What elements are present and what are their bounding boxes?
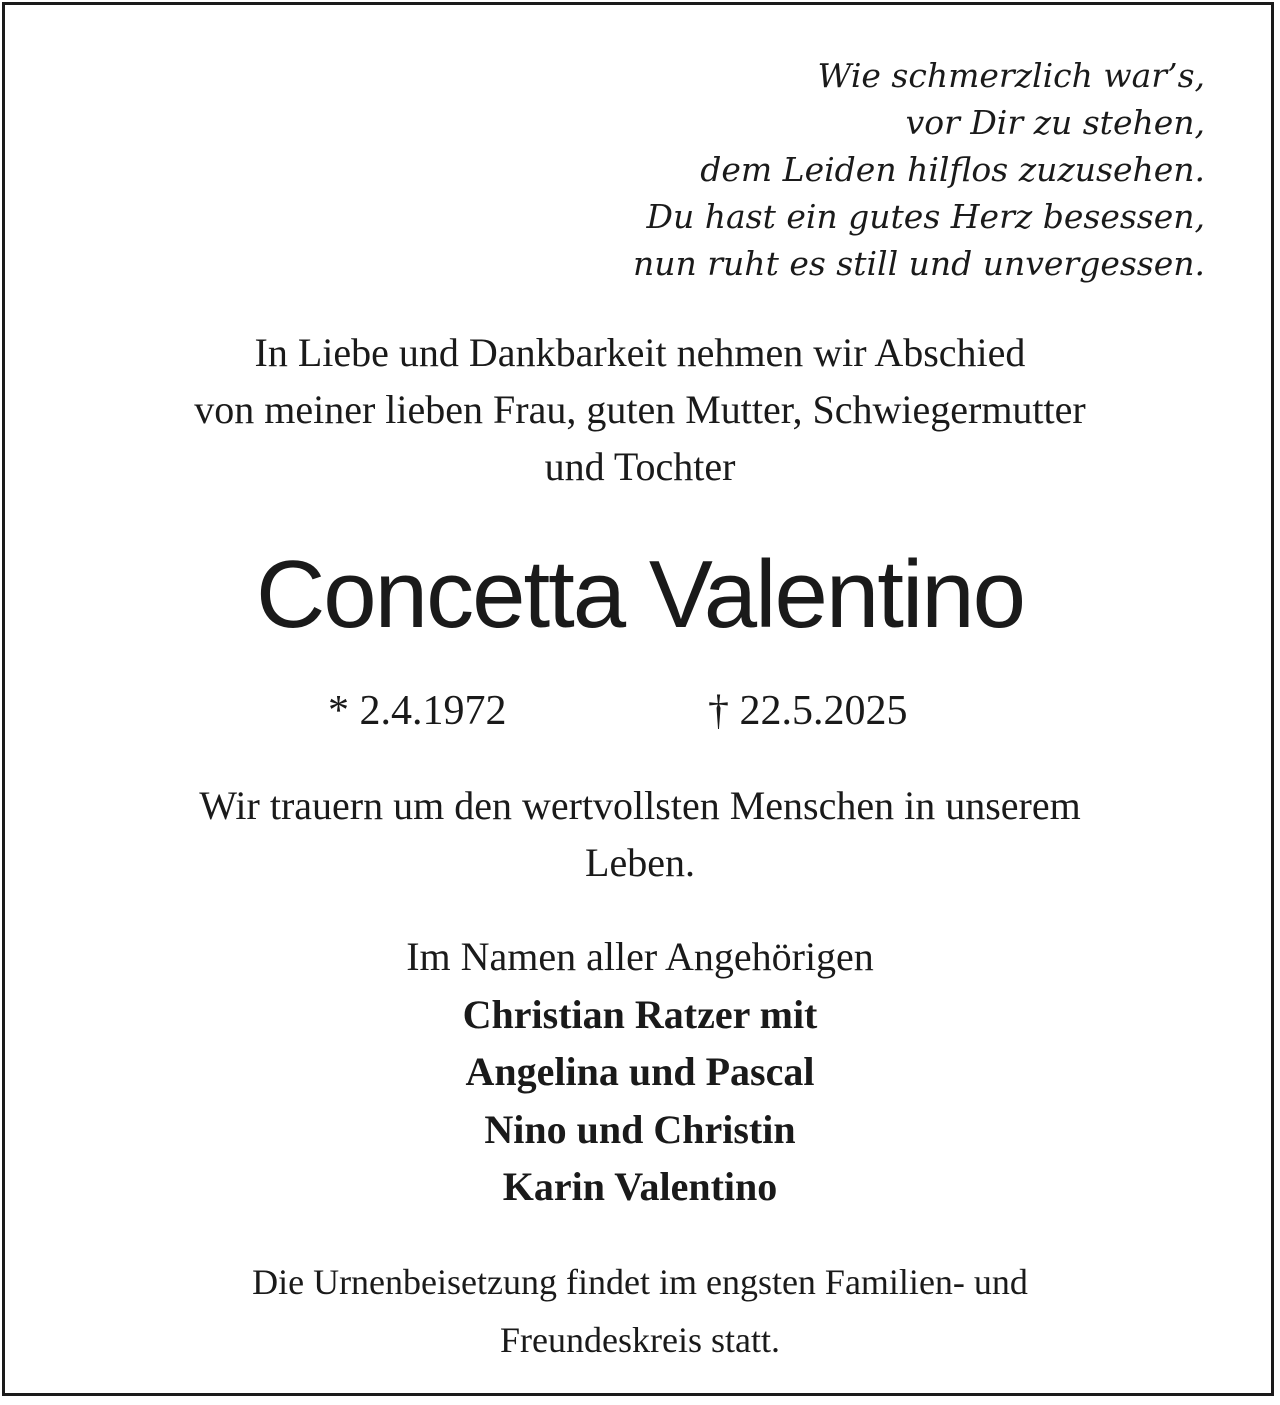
intro-line: von meiner lieben Frau, guten Mutter, Schwiegermutter [194, 387, 1086, 432]
poem [633, 52, 1205, 287]
poem-line: Du hast ein gutes Herz besessen, [646, 197, 1205, 236]
mourning-text [0, 777, 1280, 891]
poem-line: nun ruht es still und unvergessen. [633, 244, 1205, 283]
deceased-name: Concetta Valentino [255, 541, 1025, 648]
intro-line: In Liebe und Dankbarkeit nehmen wir Abschied [254, 330, 1026, 375]
birth-date: * 2.4.1972 [328, 688, 507, 734]
mourning-line: Leben. [585, 840, 695, 885]
signatories-intro: Im Namen aller Angehörigen [406, 934, 874, 979]
signatories [0, 928, 1280, 1216]
death-date: † 22.5.2025 [708, 688, 908, 734]
signatory-name: Angelina und Pascal [465, 1049, 815, 1094]
burial-notice [0, 1253, 1280, 1369]
signatory-name: Christian Ratzer mit [462, 991, 818, 1037]
poem-line: dem Leiden hilflos zuzusehen. [700, 150, 1205, 189]
signatory-name: Nino und Christin [484, 1106, 796, 1152]
farewell-intro [0, 324, 1280, 495]
intro-line: und Tochter [544, 444, 736, 489]
burial-line: Freundeskreis statt. [500, 1320, 780, 1360]
poem-line: Wie schmerzlich war’s, [817, 56, 1205, 95]
signatory-name: Karin Valentino [502, 1164, 778, 1209]
mourning-line: Wir trauern um den wertvollsten Menschen in unserem [199, 783, 1081, 828]
poem-line: vor Dir zu stehen, [905, 103, 1205, 142]
burial-line: Die Urnenbeisetzung findet im engsten Familien- und [252, 1262, 1028, 1302]
